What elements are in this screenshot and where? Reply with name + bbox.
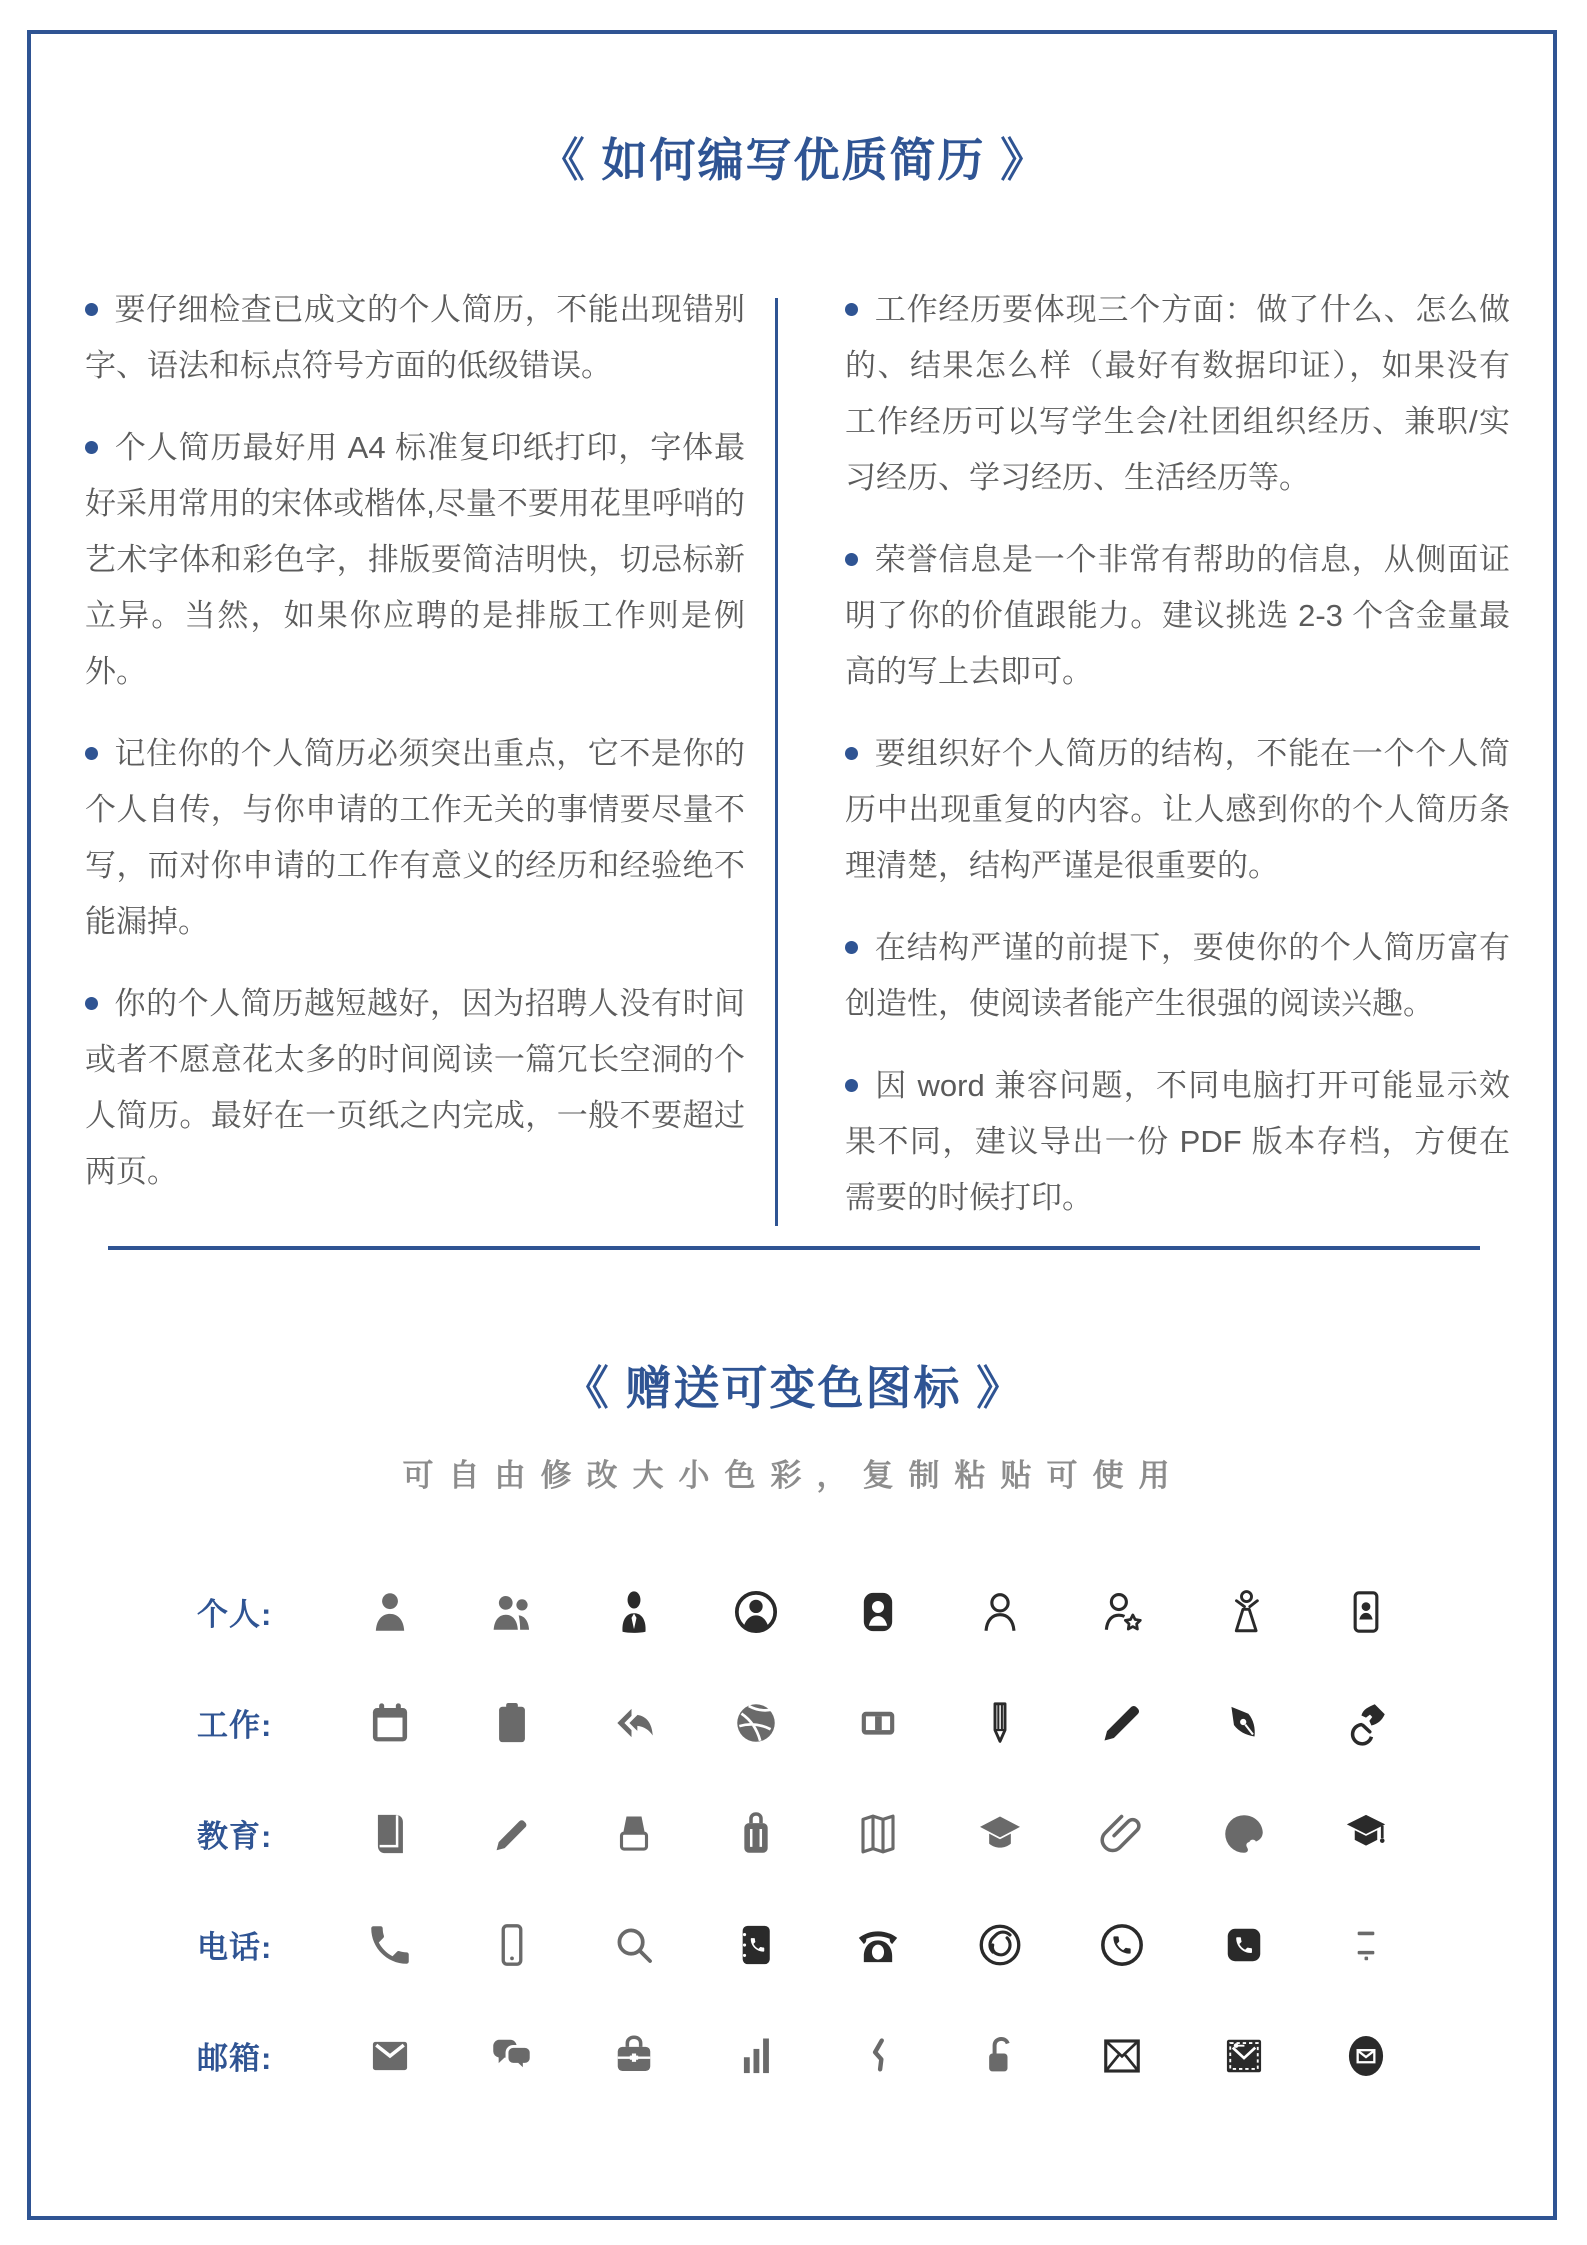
pencil-small-icon xyxy=(451,1778,573,1889)
user-silhouette-icon xyxy=(329,1556,451,1667)
bullet-dot-icon xyxy=(845,747,858,760)
user-outline-icon xyxy=(939,1556,1061,1667)
envelope-oval-icon xyxy=(1305,2000,1427,2111)
tip-bullet xyxy=(85,282,745,394)
list-dashes-icon xyxy=(1305,1889,1427,2000)
padlock-open-icon xyxy=(939,2000,1061,2111)
phone-square-icon xyxy=(1183,1889,1305,2000)
users-group-icon xyxy=(451,1556,573,1667)
person-presenting-icon xyxy=(1183,1556,1305,1667)
suitcase-icon xyxy=(695,1778,817,1889)
bullet-dot-icon xyxy=(845,303,858,316)
graduation-cap-icon xyxy=(939,1778,1061,1889)
bar-chart-icon xyxy=(695,2000,817,2111)
bullet-text: 你的个人简历越短越好，因为招聘人没有时间或者不愿意花太多的时间阅读一篇冗长空洞的个人简历。最好在一页纸之内完成，一般不要超过两页。 xyxy=(85,986,745,1189)
rotary-phone-icon xyxy=(817,1889,939,2000)
envelope-outline-icon xyxy=(1061,2000,1183,2111)
section2-subtitle: 可自由修改大小色彩，复制粘贴可使用 xyxy=(402,1458,1185,1493)
reply-all-icon xyxy=(573,1667,695,1778)
dribbble-ball-icon xyxy=(695,1667,817,1778)
phone-handset-icon xyxy=(329,1889,451,2000)
toolbox-icon xyxy=(573,2000,695,2111)
phone-book-icon xyxy=(695,1889,817,2000)
tip-bullet xyxy=(845,726,1510,894)
bullet-text: 因 word 兼容问题，不同电脑打开可能显示效果不同，建议导出一份 PDF 版本存档，方便在需要的时候打印。 xyxy=(845,1068,1510,1215)
icon-row-label: 工作: xyxy=(197,1708,273,1743)
tips-column-left xyxy=(85,282,745,1226)
user-star-icon xyxy=(1061,1556,1183,1667)
tips-columns xyxy=(85,282,1510,1226)
icon-grid xyxy=(197,1556,1427,2111)
tip-bullet xyxy=(85,976,745,1200)
calendar-icon xyxy=(329,1667,451,1778)
handset-simple-icon xyxy=(817,2000,939,2111)
pencil-icon xyxy=(1061,1667,1183,1778)
tip-bullet xyxy=(845,532,1510,700)
palette-icon xyxy=(1183,1778,1305,1889)
stamp-envelope-icon xyxy=(1183,2000,1305,2111)
eraser-icon xyxy=(573,1778,695,1889)
tips-column-right xyxy=(845,282,1510,1226)
tip-bullet xyxy=(845,282,1510,506)
envelope-solid-icon xyxy=(329,2000,451,2111)
handset-circle-icon xyxy=(1061,1889,1183,2000)
section1-title: 《 如何编写优质简历 》 xyxy=(538,134,1049,186)
id-card-icon xyxy=(1305,1556,1427,1667)
bullet-text: 荣誉信息是一个非常有帮助的信息，从侧面证明了你的价值跟能力。建议挑选 2-3 个含金量最高的写上去即可。 xyxy=(845,542,1510,689)
icon-row-label: 教育: xyxy=(197,1819,273,1854)
bullet-text: 要组织好个人简历的结构，不能在一个个人简历中出现重复的内容。让人感到你的个人简历条理清楚，结构严谨是很重要的。 xyxy=(845,736,1510,883)
folded-map-icon xyxy=(817,1778,939,1889)
icon-row-label: 个人: xyxy=(197,1597,273,1632)
section2-title: 《 赠送可变色图标 》 xyxy=(562,1362,1025,1414)
paperclip-icon xyxy=(1061,1778,1183,1889)
bullet-text: 在结构严谨的前提下，要使你的个人简历富有创造性，使阅读者能产生很强的阅读兴趣。 xyxy=(845,930,1510,1021)
bullet-text: 个人简历最好用 A4 标准复印纸打印，字体最好采用常用的宋体或楷体,尽量不要用花里呼哨的艺术字体和彩色字，排版要简洁明快，切忌标新立异。当然，如果你应聘的是排版工作则是例外。 xyxy=(85,430,745,689)
magnifier-icon xyxy=(573,1889,695,2000)
user-tie-icon xyxy=(573,1556,695,1667)
pen-nib-icon xyxy=(1183,1667,1305,1778)
tip-bullet xyxy=(85,420,745,700)
bullet-dot-icon xyxy=(845,1079,858,1092)
bullet-text: 记住你的个人简历必须突出重点，它不是你的个人自传，与你申请的工作无关的事情要尽量不写，而对你申请的工作有意义的经历和经验绝不能漏掉。 xyxy=(85,736,745,939)
book-icon xyxy=(329,1778,451,1889)
section-divider xyxy=(108,1246,1480,1250)
chat-bubbles-icon xyxy=(451,2000,573,2111)
user-badge-icon xyxy=(817,1556,939,1667)
graduation-tassel-icon xyxy=(1305,1778,1427,1889)
bullet-dot-icon xyxy=(85,747,98,760)
user-circle-icon xyxy=(695,1556,817,1667)
mobile-phone-icon xyxy=(451,1889,573,2000)
bullet-dot-icon xyxy=(85,303,98,316)
tip-bullet xyxy=(845,1058,1510,1226)
card-panel-icon xyxy=(817,1667,939,1778)
bullet-text: 工作经历要体现三个方面：做了什么、怎么做的、结果怎么样（最好有数据印证），如果没有工作经历可以写学生会/社团组织经历、兼职/实习经历、学习经历、生活经历等。 xyxy=(845,292,1510,495)
bullet-dot-icon xyxy=(85,441,98,454)
column-divider xyxy=(775,298,778,1226)
icon-row-label: 邮箱: xyxy=(197,2041,273,2076)
pencil-outline-icon xyxy=(939,1667,1061,1778)
clipboard-icon xyxy=(451,1667,573,1778)
phone-dial-icon xyxy=(939,1889,1061,2000)
icon-row-label: 电话: xyxy=(197,1930,273,1965)
tip-bullet xyxy=(85,726,745,950)
tip-bullet xyxy=(845,920,1510,1032)
signature-pen-icon xyxy=(1305,1667,1427,1778)
bullet-dot-icon xyxy=(85,997,98,1010)
bullet-text: 要仔细检查已成文的个人简历，不能出现错别字、语法和标点符号方面的低级错误。 xyxy=(85,292,745,383)
bullet-dot-icon xyxy=(845,941,858,954)
bullet-dot-icon xyxy=(845,553,858,566)
